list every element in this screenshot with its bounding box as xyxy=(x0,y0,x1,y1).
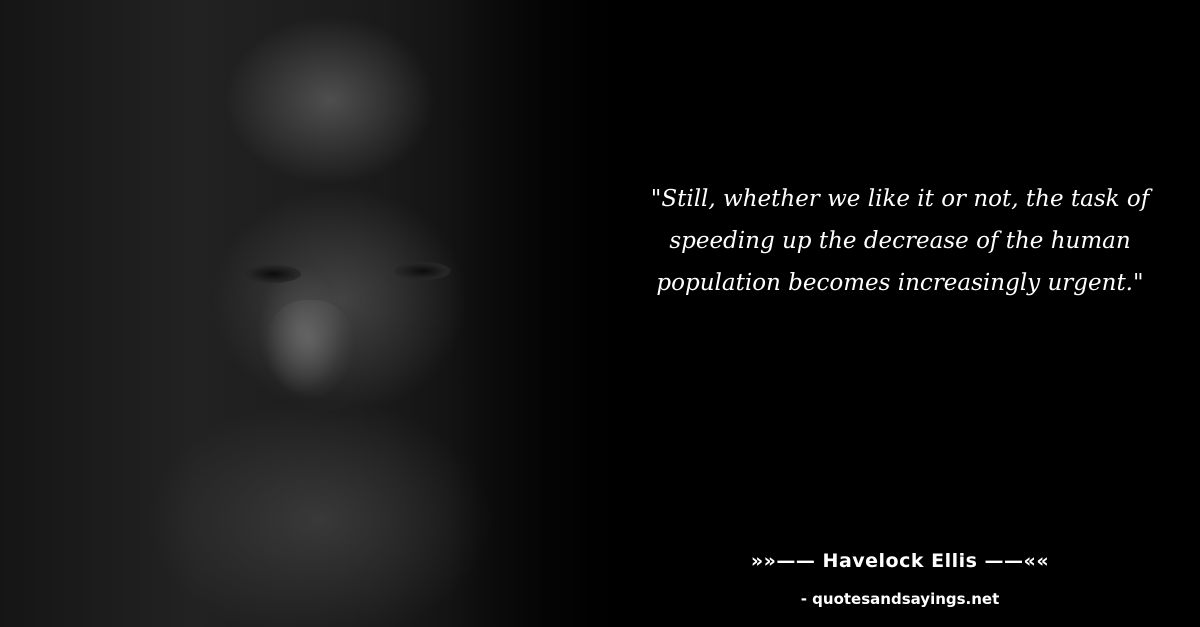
source-site: - quotesandsayings.net xyxy=(800,590,1000,608)
quote-text: "Still, whether we like it or not, the task of speeding up the decrease of the human population becomes increasingly urgent." xyxy=(650,186,1150,296)
author-name: »»—— Havelock Ellis ——«« xyxy=(750,550,1050,572)
